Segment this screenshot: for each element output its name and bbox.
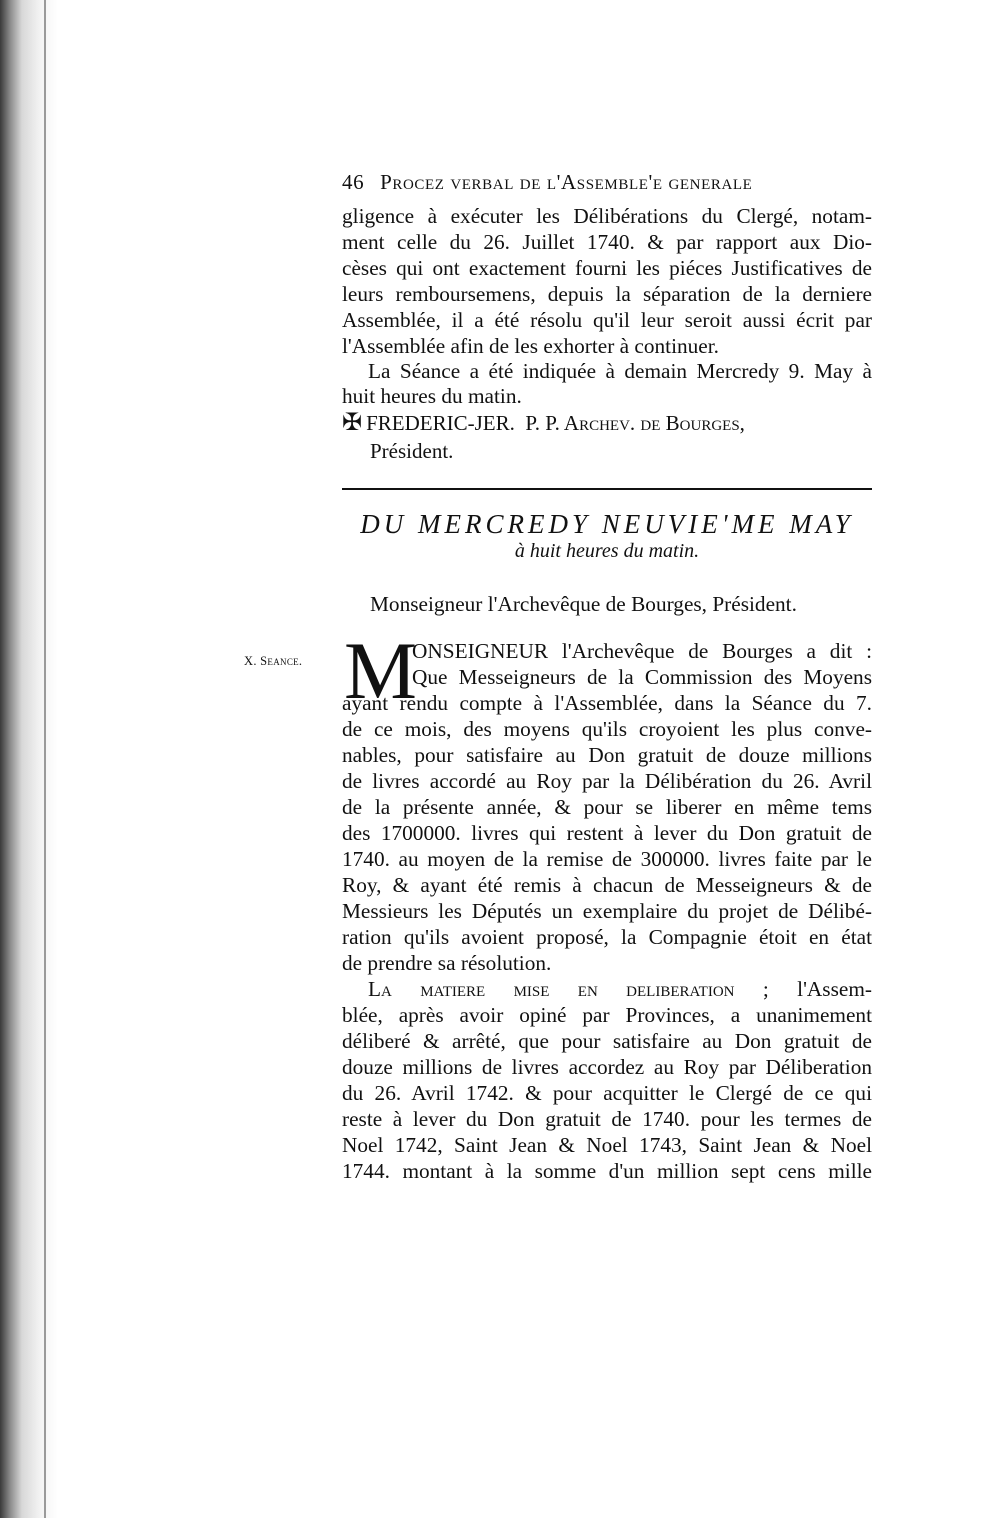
text-line: Que Messeigneurs de la Commission des Moyens <box>412 665 872 689</box>
maltese-cross-icon: ✠ <box>342 410 363 436</box>
signature-role: Président. <box>370 439 454 463</box>
signature <box>342 409 872 437</box>
page-number: 46 <box>342 170 365 194</box>
session-date-title: DU MERCREDY NEUVIE'ME MAY <box>360 509 854 539</box>
section-divider <box>342 488 872 490</box>
seance-note-line: huit heures du matin. <box>342 384 522 408</box>
text-line: douze millions de livres accordez au Roy par Déliberation <box>342 1055 872 1079</box>
text-line: de prendre sa résolution. <box>342 951 552 975</box>
text-line <box>412 638 872 664</box>
text-line: ment celle du 26. Juillet 1740. & par rapport aux Dio- <box>342 230 872 254</box>
text-line: 1744. montant à la somme d'un million sept cens mille <box>342 1159 872 1183</box>
session-presidency: Monseigneur l'Archevêque de Bourges, Président. <box>370 592 797 616</box>
text-line: nables, pour satisfaire au Don gratuit de douze millions <box>342 743 872 767</box>
signature-title: P. P. Archev. de Bourges, <box>525 411 745 435</box>
text-line: gligence à exécuter les Délibérations du Clergé, notam- <box>342 204 872 228</box>
text-line: Messieurs les Députés un exemplaire du projet de Délibé- <box>342 899 872 923</box>
text-line: du 26. Avril 1742. & pour acquitter le Clergé de ce qui <box>342 1081 872 1105</box>
text-line: Roy, & ayant été remis à chacun de Messeigneurs & de <box>342 873 872 897</box>
signature-name: FREDERIC-JER. <box>366 411 515 435</box>
session-date-subtitle: à huit heures du matin. <box>514 540 700 562</box>
text-line: Noel 1742, Saint Jean & Noel 1743, Saint Jean & Noel <box>342 1133 872 1157</box>
seance-note-line: La Séance a été indiquée à demain Mercredy 9. May à <box>368 359 872 383</box>
text-line <box>368 976 872 1002</box>
deliberation-rest: l'Assem- <box>768 977 872 1001</box>
text-line: ration qu'ils avoient proposé, la Compagnie étoit en état <box>342 925 872 949</box>
text-line: Assemblée, il a été résolu qu'il leur seroit aussi écrit par <box>342 308 872 332</box>
text-line: blée, après avoir opiné par Provinces, a unanimement <box>342 1003 872 1027</box>
margin-note: X. Seance. <box>244 654 303 668</box>
first-line-rest: l'Archevêque de Bourges a dit : <box>548 639 872 663</box>
binding-gutter <box>0 0 58 1518</box>
text-line: leurs remboursemens, depuis la séparation de la derniere <box>342 282 872 306</box>
first-word-caps: ONSEIGNEUR <box>412 639 549 663</box>
text-line: de ce mois, des moyens qu'ils croyoient les plus conve- <box>342 717 872 741</box>
text-line: 1740. au moyen de la remise de 300000. livres faite par le <box>342 847 872 871</box>
text-line: des 1700000. livres qui restent à lever du Don gratuit de <box>342 821 872 845</box>
deliberation-caps: La matiere mise en deliberation ; <box>368 977 769 1001</box>
text-line: reste à lever du Don gratuit de 1740. pour les termes de <box>342 1107 872 1131</box>
text-line: cèses qui ont exactement fourni les piéces Justificatives de <box>342 256 872 280</box>
text-line: déliberé & arrêté, que pour satisfaire au Don gratuit de <box>342 1029 872 1053</box>
running-header <box>342 170 872 204</box>
text-line: l'Assemblée afin de les exhorter à continuer. <box>342 334 719 358</box>
binding-edge-line <box>44 0 46 1518</box>
drop-cap: M <box>344 625 417 716</box>
running-title: Procez verbal de l'Assemble'e generale <box>380 170 753 194</box>
text-line: ayant rendu compte à l'Assemblée, dans la Séance du 7. <box>342 691 872 715</box>
text-line: de livres accordé au Roy par la Délibération du 26. Avril <box>342 769 872 793</box>
text-line: de la présente année, & pour se liberer en même tems <box>342 795 872 819</box>
